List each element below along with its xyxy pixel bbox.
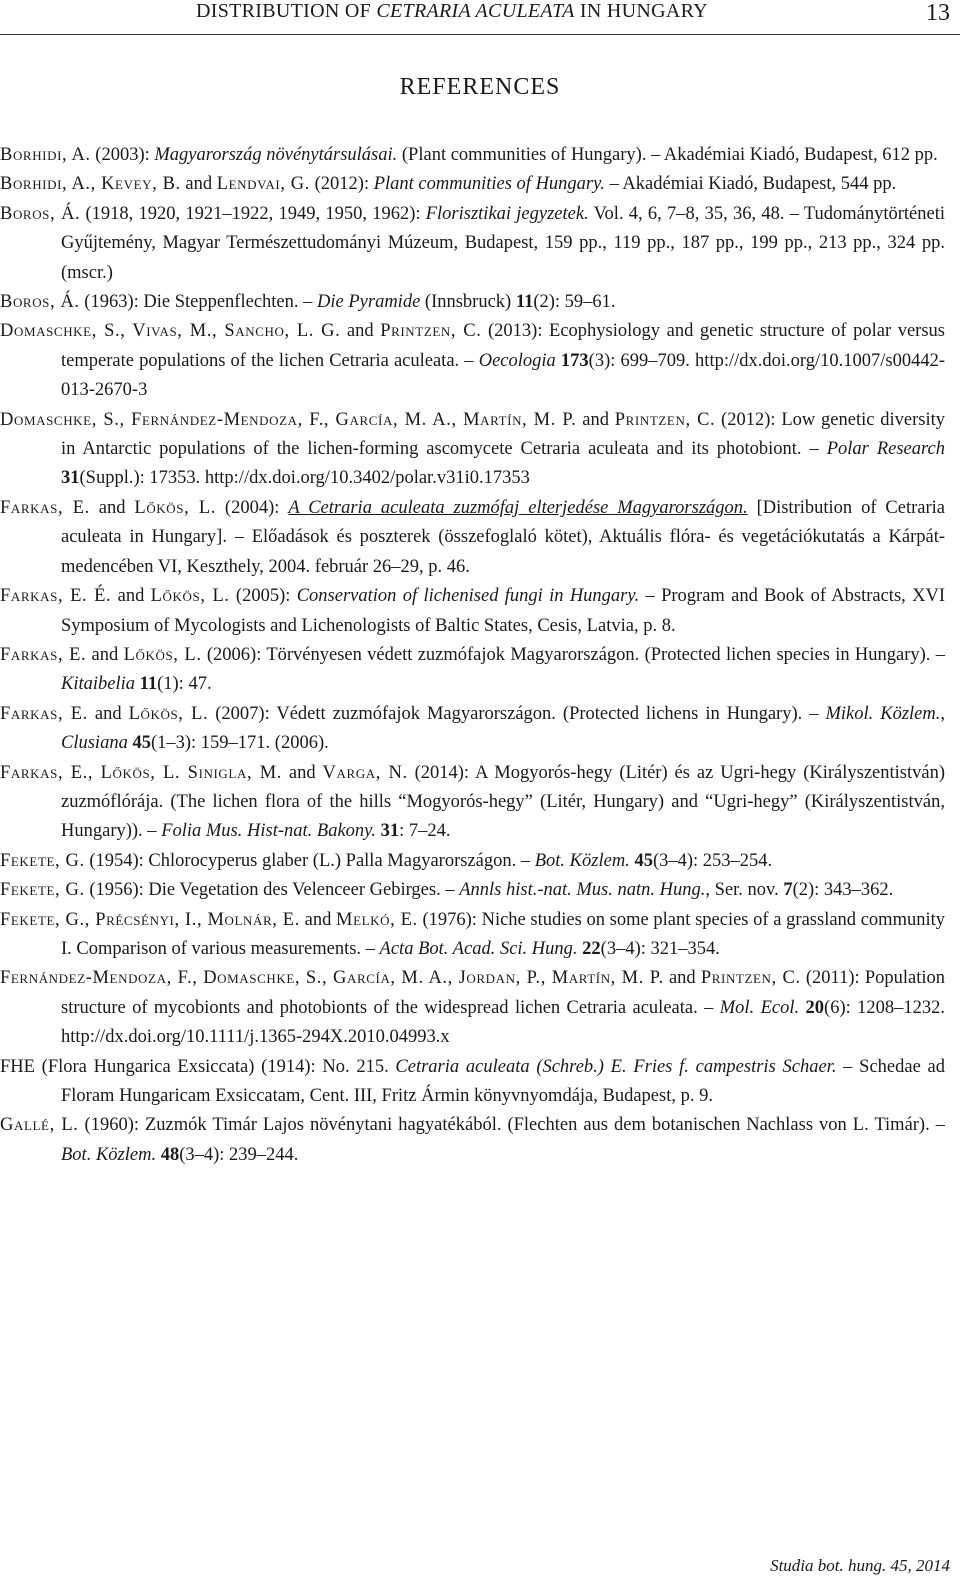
- reference-text: 48: [160, 1144, 180, 1165]
- reference-text: (2004):: [216, 497, 289, 518]
- reference-author: Fekete, G.: [0, 850, 85, 871]
- reference-author: Printzen, C.: [380, 321, 482, 342]
- reference-author: Melkó, E.: [336, 909, 418, 930]
- reference-text: Conservation of lichenised fungi in Hungary.: [296, 586, 640, 607]
- reference-entry: [0, 406, 945, 494]
- reference-text: and: [180, 174, 217, 195]
- reference-text: (1960): Zuzmók Timár Lajos növénytani hagyatékából. (Flechten aus dem botanischen Nachlass von L. Timár). –: [78, 1115, 945, 1136]
- reference-text: (2014): A Mogyorós-hegy (Litér) és az Ugri-hegy (Királyszentistván) zuzmóflórája. (The lichen flora of the hills “Mogyorós-hegy” (Litér, Hungary) and “Ugri-hegy” (Királyszentistván, Hungary)). –: [61, 762, 945, 842]
- reference-text: and: [111, 586, 151, 607]
- reference-text: Polar Research: [826, 439, 945, 460]
- reference-text: Bot. Közlem.: [61, 1144, 157, 1165]
- reference-text: , Ser. nov.: [705, 880, 784, 901]
- reference-text: 45: [132, 733, 151, 754]
- reference-text: (Innsbruck): [420, 292, 516, 313]
- reference-entry: [0, 1111, 945, 1170]
- reference-entry: [0, 494, 945, 582]
- reference-author: Farkas, E.: [0, 703, 88, 724]
- reference-text: (2): 59–61.: [533, 292, 616, 313]
- reference-text: (1954): Chlorocyperus glaber (L.) Palla Magyarországon. –: [84, 850, 535, 871]
- reference-text: [Distribution of Cetraria aculeata in Hungary]. – Előadások és poszterek (összefoglaló kötet), Aktuális flóra- és vegetációkutatás a Kárpát-medencében VI, Keszthely, 2004. február 26–29, p. 46.: [61, 497, 945, 577]
- reference-text: FHE (Flora Hungarica Exsiccata) (1914): No. 215.: [0, 1056, 396, 1077]
- reference-entry: [0, 170, 945, 199]
- reference-text: (1–3): 159–171. (2006).: [150, 733, 329, 754]
- reference-text: : 7–24.: [399, 821, 451, 842]
- reference-text: Annls hist.-nat. Mus. natn. Hung.: [459, 880, 706, 901]
- reference-entry: [0, 200, 945, 288]
- reference-entry: [0, 847, 945, 876]
- reference-entry: [0, 1053, 945, 1112]
- reference-text: (1): 47.: [157, 674, 212, 695]
- running-title-post: IN HUNGARY: [574, 0, 708, 22]
- reference-text: and: [663, 968, 701, 989]
- reference-text: and: [340, 321, 381, 342]
- reference-text: Mikol. Közlem., Clusiana: [61, 703, 945, 754]
- reference-text: Mol. Ecol.: [719, 997, 800, 1018]
- reference-text: (1976): Niche studies on some plant species of a grassland community I. Comparison of various measurements. –: [61, 909, 945, 959]
- reference-text: 173: [560, 350, 589, 371]
- reference-text: and: [299, 909, 337, 930]
- reference-author: Farkas, E.: [0, 497, 90, 518]
- reference-author: Farkas, E.: [0, 644, 87, 665]
- running-title-pre: DISTRIBUTION OF: [196, 0, 377, 22]
- reference-entry: [0, 700, 945, 759]
- reference-text: (1956): Die Vegetation des Velenceer Gebirges. –: [84, 880, 460, 901]
- reference-author: Printzen, C.: [614, 409, 716, 430]
- reference-text: (6): 1208–1232. http://dx.doi.org/10.1111/j.1365-294X.2010.04993.x: [61, 997, 946, 1048]
- reference-author: Fekete, G.: [0, 880, 85, 901]
- reference-text: 11: [515, 292, 534, 313]
- reference-author: Printzen, C.: [700, 968, 801, 989]
- reference-text: (3–4): 239–244.: [179, 1144, 299, 1165]
- reference-text: (2): 343–362.: [792, 880, 894, 901]
- reference-text: (3–4): 253–254.: [652, 850, 773, 871]
- reference-entry: [0, 876, 945, 905]
- reference-author: Lőkös, L.: [150, 586, 230, 607]
- reference-text: Die Pyramide: [317, 292, 421, 313]
- reference-text: (2005):: [229, 586, 297, 607]
- reference-entry: [0, 288, 945, 317]
- reference-author: Fekete, G., Précsényi, I., Molnár, E.: [0, 909, 300, 930]
- reference-text: Acta Bot. Acad. Sci. Hung.: [379, 938, 578, 959]
- reference-text: and: [281, 762, 323, 783]
- reference-author: Borhidi, A.: [0, 145, 91, 165]
- running-header: [0, 0, 960, 34]
- reference-text: (2006): Törvényesen védett zuzmófajok Magyarországon. (Protected lichen species in Hungary). –: [201, 644, 945, 665]
- reference-text: (2012):: [310, 174, 374, 195]
- reference-author: Lőkös, L.: [128, 703, 209, 724]
- reference-text: 11: [139, 674, 158, 695]
- reference-entry: [0, 964, 945, 1052]
- reference-text: (2013): Ecophysiology and genetic structure of polar versus temperate populations of the lichen Cetraria aculeata. –: [61, 321, 945, 371]
- reference-text: (Suppl.): 17353. http://dx.doi.org/10.3402/polar.v31i0.17353: [79, 468, 530, 489]
- reference-author: Boros, Á.: [0, 292, 80, 313]
- reference-text: 7: [783, 880, 793, 901]
- reference-text: A Cetraria aculeata zuzmófaj elterjedése Magyarországon.: [288, 497, 748, 518]
- reference-text: (Plant communities of Hungary). – Akadémiai Kiadó, Budapest, 612 pp.: [397, 145, 938, 165]
- section-title: REFERENCES: [399, 74, 561, 100]
- reference-author: Fernández-Mendoza, F., Domaschke, S., García, M. A., Jordan, P., Martín, M. P.: [0, 968, 664, 989]
- reference-author: Lőkös, L.: [123, 644, 202, 665]
- reference-text: Kitaibelia: [61, 674, 135, 695]
- reference-text: and: [86, 644, 124, 665]
- reference-text: Cetraria aculeata (Schreb.) E. Fries f. campestris Schaer.: [395, 1056, 837, 1077]
- reference-text: and: [89, 497, 135, 518]
- reference-author: Domaschke, S., Fernández-Mendoza, F., García, M. A., Martín, M. P.: [0, 409, 577, 430]
- reference-text: (1918, 1920, 1921–1922, 1949, 1950, 1962):: [80, 203, 426, 224]
- reference-text: Plant communities of Hungary.: [373, 174, 605, 195]
- reference-author: Gallé, L.: [0, 1115, 79, 1136]
- reference-text: (3–4): 321–354.: [600, 938, 720, 959]
- header-rule: [0, 34, 960, 35]
- reference-list: [0, 141, 945, 1170]
- reference-text: and: [87, 703, 129, 724]
- running-title-italic: CETRARIA ACULEATA: [376, 0, 575, 22]
- reference-entry: [0, 582, 945, 641]
- reference-author: Farkas, E. É.: [0, 586, 112, 607]
- reference-text: (2003):: [90, 145, 155, 165]
- reference-text: and: [576, 409, 615, 430]
- reference-text: Bot. Közlem.: [534, 850, 630, 871]
- reference-entry: [0, 906, 945, 965]
- reference-author: Varga, N.: [322, 762, 408, 783]
- reference-entry: [0, 641, 945, 700]
- reference-text: 31: [380, 821, 400, 842]
- reference-text: (2012): Low genetic diversity in Antarctic populations of the lichen-forming ascomycete Cetraria aculeata and its photobiont. –: [61, 409, 945, 460]
- reference-text: 31: [61, 468, 80, 489]
- reference-text: Vol. 4, 6, 7–8, 35, 36, 48. – Tudománytörténeti Gyűjtemény, Magyar Természettudományi Múzeum, Budapest, 159 pp., 119 pp., 187 pp., 199 pp., 213 pp., 324 pp. (mscr.): [61, 203, 945, 283]
- reference-text: – Schedae ad Floram Hungaricam Exsiccatam, Cent. III, Fritz Ármin könyvnyomdája, Budapest, p. 9.: [61, 1056, 945, 1106]
- reference-entry: [0, 317, 945, 405]
- reference-text: Magyarország növénytársulásai.: [154, 145, 398, 165]
- journal-footer: Studia bot. hung. 45, 2014: [770, 1556, 950, 1575]
- running-title: [196, 0, 708, 23]
- reference-author: Boros, Á.: [0, 203, 81, 224]
- reference-text: – Program and Book of Abstracts, XVI Symposium of Mycologists and Lichenologists of Baltic States, Cesis, Latvia, p. 8.: [61, 586, 945, 636]
- reference-author: Lendvai, G.: [216, 174, 310, 195]
- reference-text: (2011): Population structure of mycobionts and photobionts of the widespread lichen Cetraria aculeata. –: [61, 968, 946, 1018]
- reference-author: Lőkös, L.: [134, 497, 216, 518]
- reference-entry: [0, 141, 945, 170]
- reference-entry: [0, 759, 945, 847]
- reference-text: 20: [805, 997, 825, 1018]
- reference-text: 22: [582, 938, 601, 959]
- reference-author: Domaschke, S., Vivas, M., Sancho, L. G.: [0, 321, 341, 342]
- reference-author: Borhidi, A., Kevey, B.: [0, 174, 181, 195]
- reference-text: Oecologia: [478, 350, 556, 371]
- reference-text: (3): 699–709. http://dx.doi.org/10.1007/s00442-013-2670-3: [61, 350, 945, 401]
- reference-text: 45: [634, 850, 653, 871]
- reference-text: – Akadémiai Kiadó, Budapest, 544 pp.: [604, 174, 897, 195]
- reference-text: Folia Mus. Hist-nat. Bakony.: [161, 821, 376, 842]
- reference-author: Farkas, E., Lőkös, L. Sinigla, M.: [0, 762, 282, 783]
- reference-text: Florisztikai jegyzetek.: [425, 203, 589, 224]
- reference-text: (2007): Védett zuzmófajok Magyarországon. (Protected lichens in Hungary). –: [208, 703, 826, 724]
- reference-text: (1963): Die Steppenflechten. –: [79, 292, 318, 313]
- page-number: 13: [926, 0, 950, 26]
